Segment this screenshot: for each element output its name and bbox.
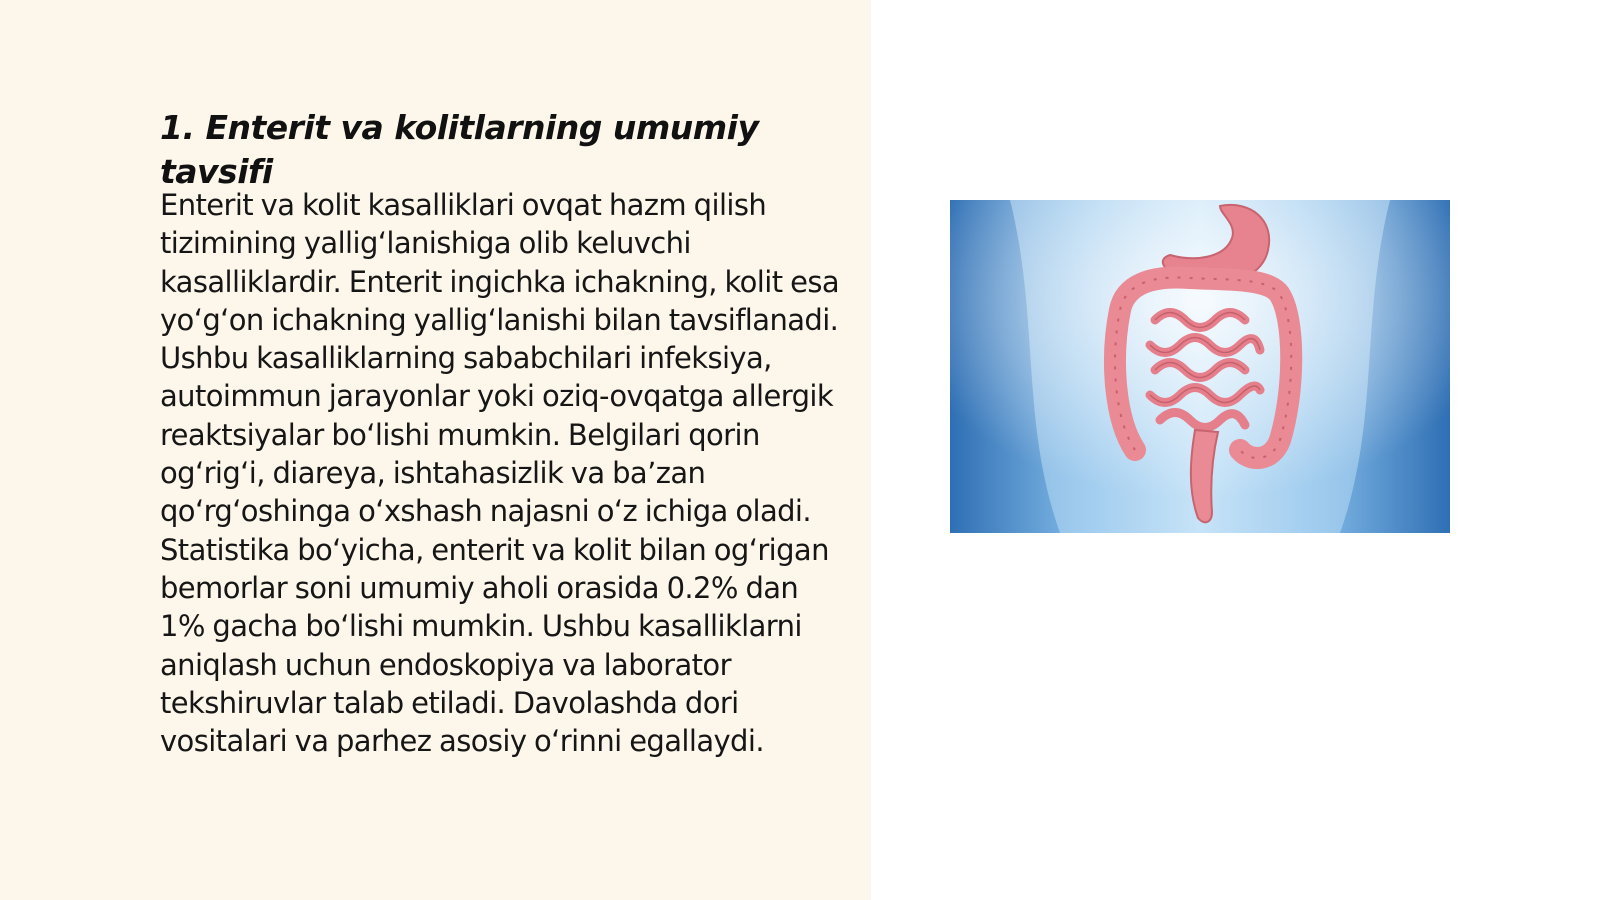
slide-title: 1. Enterit va kolitlarning umumiy tavsifi (160, 108, 759, 191)
digestive-system-illustration (950, 200, 1450, 533)
digestive-system-image (950, 200, 1450, 533)
slide-body-text: Enterit va kolit kasalliklari ovqat hazm qilish tizimining yallig‘lanishiga olib keluvchi kasalliklardir. Enterit ingichka ichakning, kolit esa yo‘g‘on ichakning yallig‘lanishi bilan tavsiflanadi. Ushbu kasalliklarning sababchilari infeksiya, autoimmun jarayonlar yoki oziq-ovqatga allergik reaktsiyalar bo‘lishi mumkin. Belgilari qorin og‘rig‘i, diareya, ishtahasizlik va ba’zan qo‘rg‘oshinga o‘xshash najasni o‘z ichiga oladi. Statistika bo‘yicha, enterit va kolit bilan og‘rigan bemorlar soni umumiy aholi orasida 0.2% dan 1% gacha bo‘lishi mumkin. Ushbu kasalliklarni aniqlash uchun endoskopiya va laborator tekshiruvlar talab etiladi. Davolashda dori vositalari va parhez asosiy o‘rinni egallaydi. (160, 188, 840, 759)
